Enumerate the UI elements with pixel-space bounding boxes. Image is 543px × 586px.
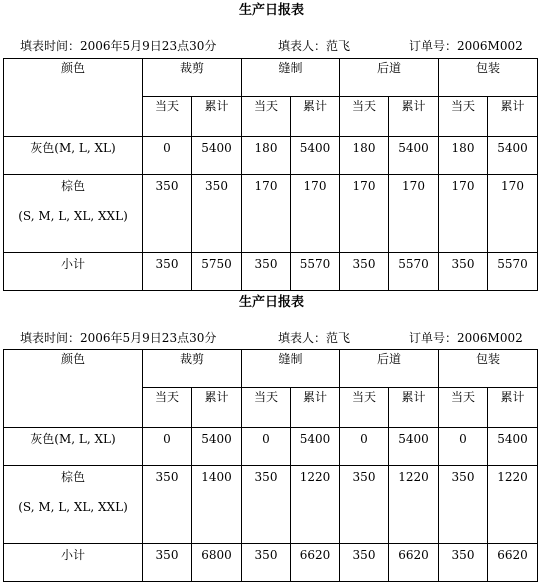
cell-value: 0 (143, 428, 192, 466)
header-total: 累计 (389, 97, 439, 137)
cell-value: 350 (242, 253, 291, 291)
cell-value: 5570 (389, 253, 439, 291)
row-label-gray: 灰色(M, L, XL) (4, 428, 143, 466)
fill-time: 填表时间：2006年5月9日23点30分 (20, 331, 217, 345)
cell-value: 350 (143, 466, 192, 544)
header-total: 累计 (389, 388, 439, 428)
cell-value: 170 (340, 175, 389, 253)
cell-value: 350 (192, 175, 242, 253)
header-total: 累计 (488, 97, 538, 137)
filler-name: 填表人：范飞 (278, 39, 351, 53)
cell-value: 0 (340, 428, 389, 466)
header-stage-packing: 包装 (439, 59, 538, 97)
cell-value: 350 (340, 544, 389, 582)
table-row (4, 428, 538, 466)
production-table (3, 349, 538, 582)
cell-value: 170 (242, 175, 291, 253)
cell-value: 5400 (192, 428, 242, 466)
header-stage-cutting: 裁剪 (143, 59, 242, 97)
cell-value: 170 (488, 175, 538, 253)
row-label-gray: 灰色(M, L, XL) (4, 137, 143, 175)
fill-time: 填表时间：2006年5月9日23点30分 (20, 39, 217, 53)
header-total: 累计 (488, 388, 538, 428)
row-label-subtotal: 小计 (4, 253, 143, 291)
cell-value: 180 (242, 137, 291, 175)
cell-value: 350 (439, 544, 488, 582)
header-color: 颜色 (4, 350, 143, 428)
production-table (3, 58, 538, 291)
order-number: 订单号：2006M002 (409, 331, 523, 345)
header-color: 颜色 (4, 59, 143, 137)
cell-value: 180 (340, 137, 389, 175)
cell-value: 5570 (488, 253, 538, 291)
cell-value: 350 (242, 466, 291, 544)
cell-value: 5400 (192, 137, 242, 175)
cell-value: 5400 (488, 428, 538, 466)
cell-value: 6620 (488, 544, 538, 582)
cell-value: 5570 (291, 253, 340, 291)
row-label-brown-name: 棕色 (60, 470, 85, 484)
cell-value: 350 (143, 544, 192, 582)
cell-value: 0 (242, 428, 291, 466)
header-today: 当天 (143, 388, 192, 428)
report-title: 生产日报表 (238, 295, 304, 310)
header-today: 当天 (242, 388, 291, 428)
cell-value: 6620 (389, 544, 439, 582)
header-today: 当天 (439, 97, 488, 137)
cell-value: 0 (143, 137, 192, 175)
row-label-brown-name: 棕色 (60, 179, 85, 193)
cell-value: 6620 (291, 544, 340, 582)
cell-value: 1220 (488, 466, 538, 544)
cell-value: 350 (439, 253, 488, 291)
cell-value: 1400 (192, 466, 242, 544)
header-today: 当天 (439, 388, 488, 428)
cell-value: 5750 (192, 253, 242, 291)
row-label-subtotal: 小计 (4, 544, 143, 582)
cell-value: 1220 (389, 466, 439, 544)
cell-value: 1220 (291, 466, 340, 544)
header-stage-finishing: 后道 (340, 350, 439, 388)
table-row (4, 466, 538, 544)
header-stage-sewing: 缝制 (242, 350, 340, 388)
header-stage-finishing: 后道 (340, 59, 439, 97)
table-row (4, 253, 538, 291)
cell-value: 350 (340, 253, 389, 291)
header-stage-cutting: 裁剪 (143, 350, 242, 388)
cell-value: 5400 (488, 137, 538, 175)
cell-value: 350 (340, 466, 389, 544)
cell-value: 170 (291, 175, 340, 253)
header-today: 当天 (143, 97, 192, 137)
header-stage-sewing: 缝制 (242, 59, 340, 97)
cell-value: 5400 (291, 137, 340, 175)
cell-value: 170 (439, 175, 488, 253)
cell-value: 350 (439, 466, 488, 544)
row-label-brown (4, 175, 143, 253)
table-row (4, 544, 538, 582)
cell-value: 170 (389, 175, 439, 253)
header-total: 累计 (192, 388, 242, 428)
report-title: 生产日报表 (238, 3, 304, 18)
header-stage-packing: 包装 (439, 350, 538, 388)
table-row (4, 137, 538, 175)
row-label-brown-sizes: (S, M, L, XL, XXL) (18, 209, 128, 223)
header-total: 累计 (291, 97, 340, 137)
cell-value: 5400 (389, 428, 439, 466)
cell-value: 350 (143, 175, 192, 253)
cell-value: 0 (439, 428, 488, 466)
row-label-brown-sizes: (S, M, L, XL, XXL) (18, 500, 128, 514)
header-today: 当天 (242, 97, 291, 137)
cell-value: 350 (242, 544, 291, 582)
header-today: 当天 (340, 97, 389, 137)
cell-value: 350 (143, 253, 192, 291)
row-label-brown (4, 466, 143, 544)
header-total: 累计 (192, 97, 242, 137)
order-number: 订单号：2006M002 (409, 39, 523, 53)
header-total: 累计 (291, 388, 340, 428)
cell-value: 180 (439, 137, 488, 175)
table-row (4, 175, 538, 253)
cell-value: 5400 (389, 137, 439, 175)
report-meta (0, 330, 543, 346)
cell-value: 6800 (192, 544, 242, 582)
cell-value: 5400 (291, 428, 340, 466)
report-meta (0, 38, 543, 54)
filler-name: 填表人：范飞 (278, 331, 351, 345)
header-today: 当天 (340, 388, 389, 428)
